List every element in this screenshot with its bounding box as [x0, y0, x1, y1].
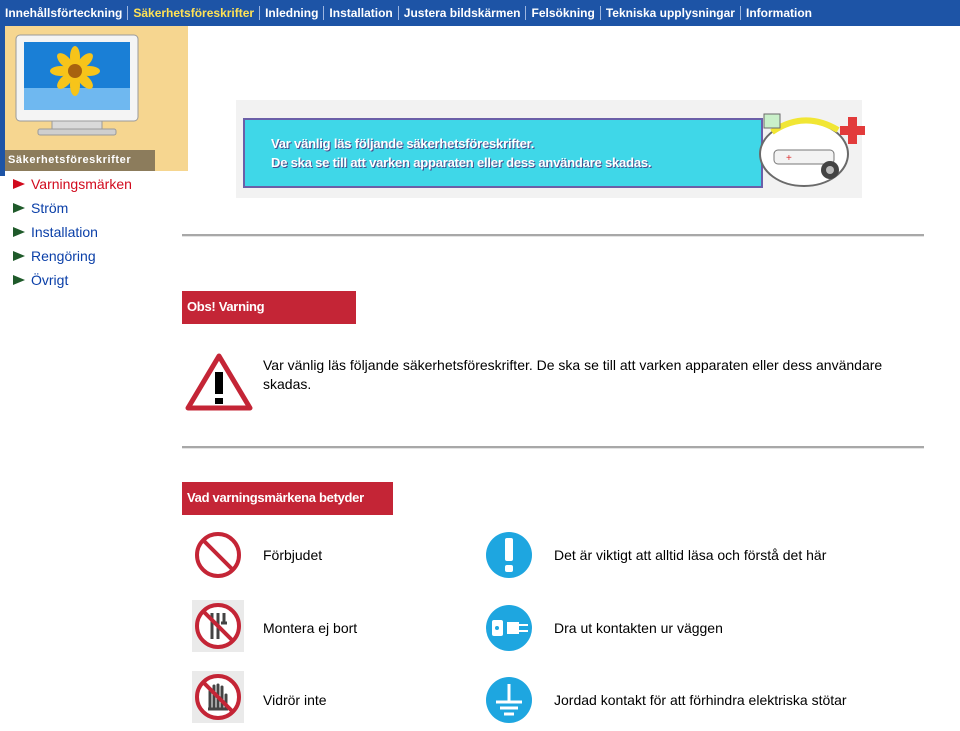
- sidebar-item-other[interactable]: [12, 268, 132, 292]
- sidebar-item-power[interactable]: [12, 196, 132, 220]
- sidebar-item-warning-signs[interactable]: [12, 172, 132, 196]
- first-aid-kit-icon: [752, 104, 868, 196]
- divider: [182, 234, 924, 237]
- sidebar-item-cleaning[interactable]: [12, 244, 132, 268]
- do-not-touch-icon: [192, 671, 244, 723]
- warning-triangle-icon: [184, 352, 254, 412]
- symbol-label: Montera ej bort: [263, 620, 358, 636]
- sidebar-section-title: Säkerhetsföreskrifter: [5, 150, 155, 171]
- prohibited-icon: [192, 529, 244, 581]
- svg-text:+: +: [786, 153, 792, 164]
- nav-introduction[interactable]: Inledning: [260, 6, 324, 20]
- sidebar-item-installation[interactable]: [12, 220, 132, 244]
- play-arrow-icon: [12, 250, 26, 262]
- divider: [182, 446, 924, 449]
- sidebar-item-label[interactable]: Rengöring: [31, 248, 96, 264]
- unplug-icon: [483, 602, 535, 654]
- nav-information[interactable]: Information: [745, 6, 812, 20]
- do-not-disassemble-icon: [192, 600, 244, 652]
- nav-installation[interactable]: Installation: [324, 6, 398, 20]
- header-line-1: Var vänlig läs följande säkerhetsföreskrifter.: [271, 136, 535, 151]
- play-arrow-icon: [12, 226, 26, 238]
- sidebar-item-label[interactable]: Varningsmärken: [31, 176, 132, 192]
- warning-text: Var vänlig läs följande säkerhetsföreskrifter. De ska se till att varken apparaten eller dess användare skadas.: [263, 357, 883, 392]
- nav-specifications[interactable]: Tekniska upplysningar: [601, 6, 741, 20]
- sidebar-menu: [12, 172, 132, 292]
- symbols-heading: Vad varningsmärkena betyder: [182, 482, 393, 515]
- nav-adjust-monitor[interactable]: Justera bildskärmen: [399, 6, 527, 20]
- important-exclamation-icon: [483, 529, 535, 581]
- nav-safety[interactable]: Säkerhetsföreskrifter: [128, 6, 260, 20]
- play-arrow-icon: [12, 178, 26, 190]
- warning-heading: Obs! Varning: [182, 291, 356, 324]
- nav-troubleshooting[interactable]: Felsökning: [526, 6, 600, 20]
- top-nav: [0, 0, 960, 26]
- nav-contents[interactable]: Innehållsförteckning: [0, 6, 128, 20]
- symbol-label: Dra ut kontakten ur väggen: [554, 620, 723, 636]
- header-message-box: [243, 118, 763, 188]
- symbol-label: Det är viktigt att alltid läsa och förstå det här: [554, 547, 827, 563]
- symbol-label: Förbjudet: [263, 547, 323, 563]
- sidebar-item-label[interactable]: Övrigt: [31, 272, 69, 288]
- symbol-label: Jordad kontakt för att förhindra elektriska stötar: [554, 692, 847, 708]
- header-line-2: De ska se till att varken apparaten eller dess användare skadas.: [271, 155, 652, 170]
- sidebar-item-label[interactable]: Installation: [31, 224, 98, 240]
- play-arrow-icon: [12, 202, 26, 214]
- ground-icon: [483, 674, 535, 726]
- play-arrow-icon: [12, 274, 26, 286]
- sidebar-item-label[interactable]: Ström: [31, 200, 69, 216]
- monitor-flower-icon: [12, 33, 142, 137]
- symbol-label: Vidrör inte: [263, 692, 327, 708]
